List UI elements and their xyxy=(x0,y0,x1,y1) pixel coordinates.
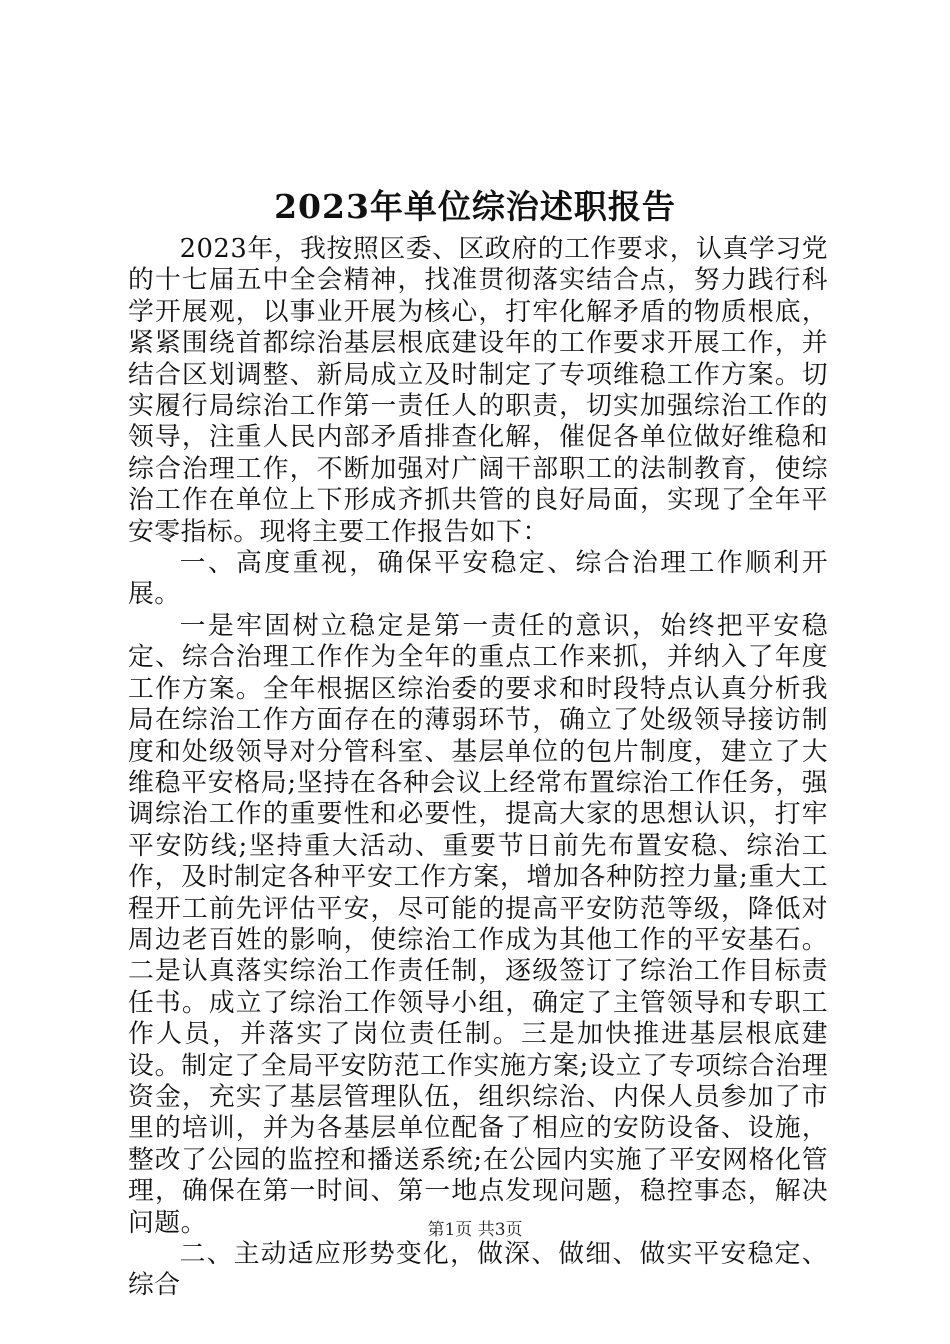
document-title: 2023年单位综治述职报告 xyxy=(274,187,676,226)
page-number-footer: 第1页 共3页 xyxy=(427,1220,523,1240)
paragraph-section-2-heading: 二、主动适应形势变化，做深、做细、做实平安稳定、综合 xyxy=(128,1239,828,1301)
paragraph-intro: 2023年，我按照区委、区政府的工作要求，认真学习党的十七届五中全会精神，找准贯彻落实结合点，努力践行科学开展观，以事业开展为核心，打牢化解矛盾的物质根底，紧紧围绕首都综治基层根底建设年的工作要求开展工作，并结合区划调整、新局成立及时制定了专项维稳工作方案。切实履行局综治工作第一责任人的职责，切实加强综治工作的领导，注重人民内部矛盾排查化解，催促各单位做好维稳和综合治理工作，不断加强对广阔干部职工的法制教育，使综治工作在单位上下形成齐抓共管的良好局面，实现了全年平安零指标。现将主要工作报告如下： xyxy=(128,234,828,547)
paragraph-section-1-heading: 一、高度重视，确保平安稳定、综合治理工作顺利开展。 xyxy=(128,548,828,610)
document-body xyxy=(128,234,828,1302)
paragraph-section-1-body: 一是牢固树立稳定是第一责任的意识，始终把平安稳定、综合治理工作作为全年的重点工作来抓，并纳入了年度工作方案。全年根据区综治委的要求和时段特点认真分析我局在综治工作方面存在的薄弱环节，确立了处级领导接访制度和处级领导对分管科室、基层单位的包片制度，建立了大维稳平安格局;坚持在各种会议上经常布置综治工作任务，强调综治工作的重要性和必要性，提高大家的思想认识，打牢平安防线;坚持重大活动、重要节日前先布置安稳、综治工作，及时制定各种平安工作方案，增加各种防控力量;重大工程开工前先评估平安，尽可能的提高平安防范等级，降低对周边老百姓的影响，使综治工作成为其他工作的平安基石。二是认真落实综治工作责任制，逐级签订了综治工作目标责任书。成立了综治工作领导小组，确定了主管领导和专职工作人员，并落实了岗位责任制。三是加快推进基层根底建设。制定了全局平安防范工作实施方案;设立了专项综合治理资金，充实了基层管理队伍，组织综治、内保人员参加了市里的培训，并为各基层单位配备了相应的安防设备、设施，整改了公园的监控和播送系统;在公园内实施了平安网格化管理，确保在第一时间、第一地点发现问题，稳控事态，解决问题。 xyxy=(128,610,828,1238)
